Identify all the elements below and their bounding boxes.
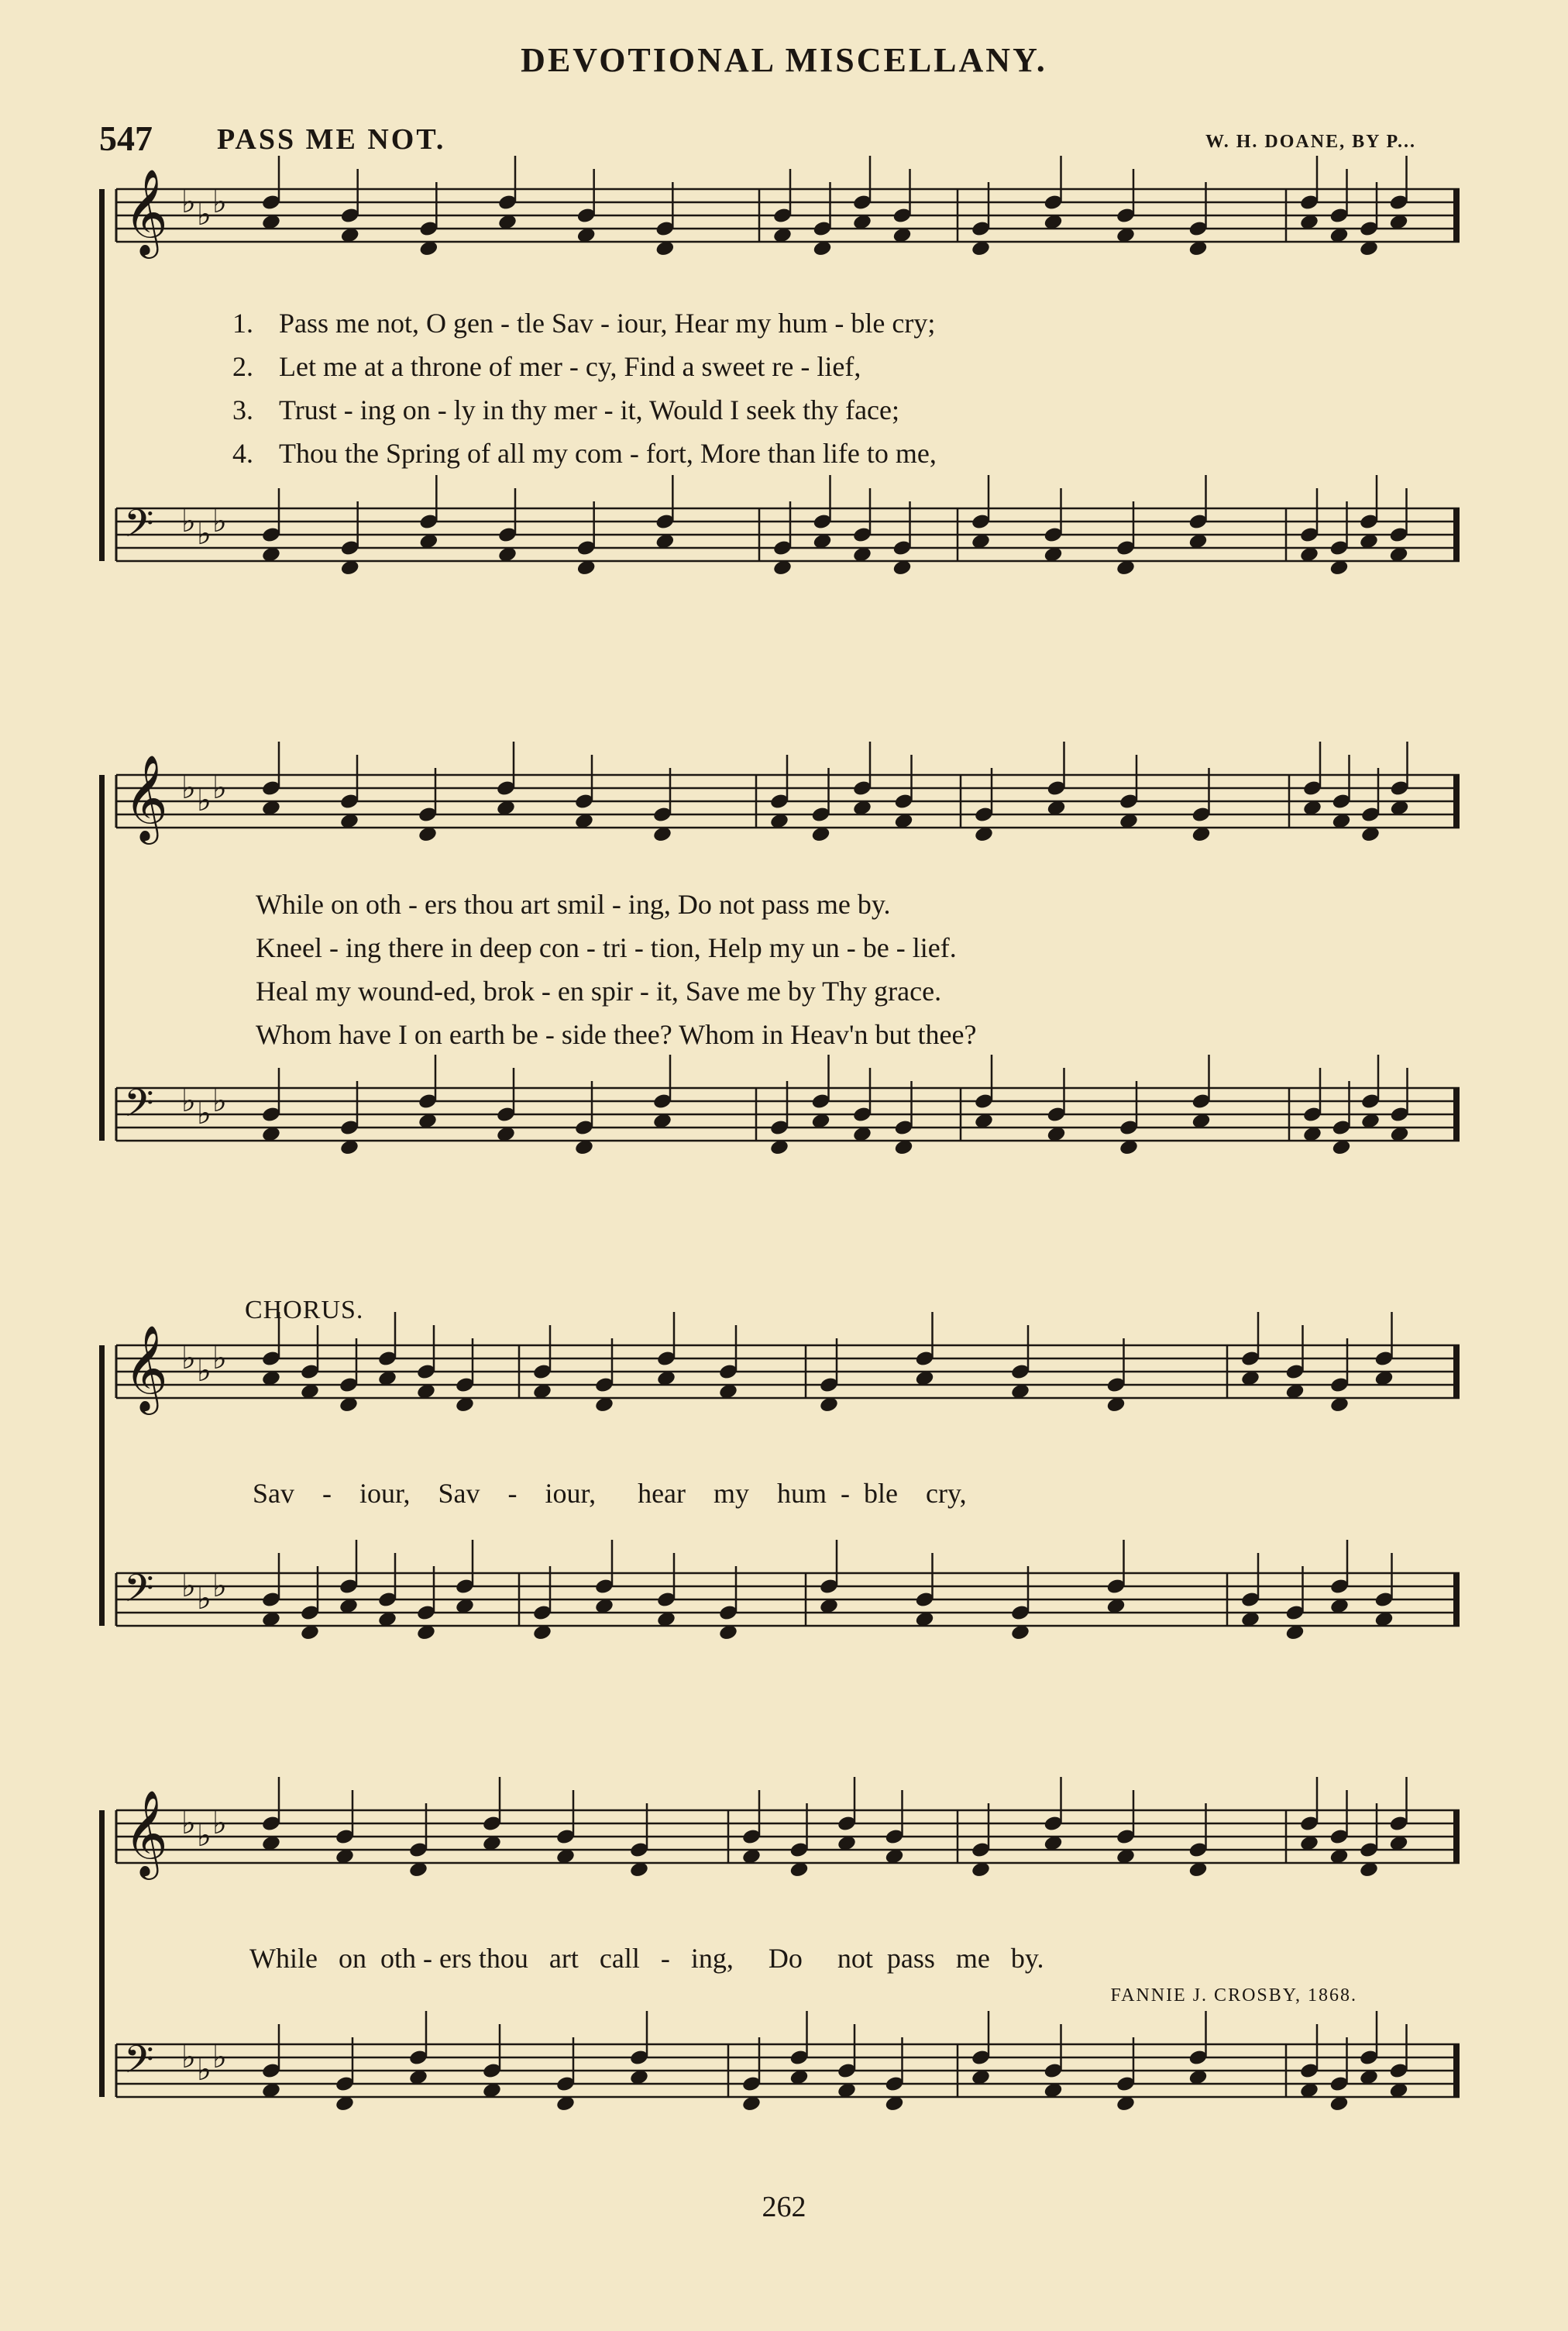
verse-number-4: 4. [232,438,253,469]
chorus-line-1: Sav - iour, Sav - iour, hear my hum - ble cry, [253,1478,967,1509]
system-2-brace [99,1345,105,1626]
system-2-treble-flat-icon: ♭ [181,1341,196,1376]
system-0-treble-clef-icon: 𝄞 [124,168,168,255]
system-1-treble-clef-icon: 𝄞 [124,754,168,841]
chorus-label: CHORUS. [245,1296,364,1324]
lyricist-credit: FANNIE J. CROSBY, 1868. [1110,1985,1357,2006]
system-3-bass-flat-icon: ♭ [212,2040,227,2075]
system-1-bass-flat-icon: ♭ [197,1096,211,1131]
system-0-treble-flat-icon: ♭ [181,184,196,220]
system-3-bass-end-barline [1453,2044,1460,2097]
system-2-bass-flat-icon: ♭ [212,1568,227,1604]
chorus-line-2: While on oth - ers thou art call - ing, Do not pass me by. [249,1943,1044,1974]
system-1-treble-flat-icon: ♭ [197,783,211,818]
system-2-treble-flat-icon: ♭ [212,1341,227,1376]
verse-1-line-a: Pass me not, O gen - tle Sav - iour, Hear my hum - ble cry; [279,308,936,339]
system-3-brace [99,1810,105,2097]
verse-4-line-b: Whom have I on earth be - side thee? Whom in Heav'n but thee? [256,1019,977,1050]
verse-number-3: 3. [232,394,253,425]
system-3-bass-flat-icon: ♭ [197,2052,211,2088]
system-3-bass-clef-icon: 𝄢 [124,2037,154,2092]
hymn-number: 547 [99,119,153,158]
system-0-treble-flat-icon: ♭ [212,184,227,220]
verse-2-line-b: Kneel - ing there in deep con - tri - tion, Help my un - be - lief. [256,932,957,963]
verse-number-1: 1. [232,308,253,339]
system-3-bass-flat-icon: ♭ [181,2040,196,2075]
verse-4-line-a: Thou the Spring of all my com - fort, More than life to me, [279,438,937,469]
system-0-bass-clef-icon: 𝄢 [124,501,154,556]
verse-3-line-a: Trust - ing on - ly in thy mer - it, Would I seek thy face; [279,394,899,425]
system-0-treble-flat-icon: ♭ [197,197,211,232]
system-1-treble-flat-icon: ♭ [212,770,227,806]
system-3-treble-clef-icon: 𝄞 [124,1789,168,1876]
system-1-bass-flat-icon: ♭ [212,1083,227,1119]
composer-credit: W. H. DOANE, BY P... [1205,132,1416,152]
system-2-bass-flat-icon: ♭ [197,1581,211,1617]
system-2-bass-end-barline [1453,1573,1460,1626]
verse-3-line-b: Heal my wound-ed, brok - en spir - it, Save me by Thy grace. [256,976,942,1007]
system-3-treble-end-barline [1453,1810,1460,1863]
system-2-treble-clef-icon: 𝄞 [124,1324,168,1411]
system-2-treble-end-barline [1453,1345,1460,1398]
system-0-brace [99,189,105,561]
system-0-treble-end-barline [1453,189,1460,242]
system-0-bass-flat-icon: ♭ [197,516,211,552]
system-1-bass-clef-icon: 𝄢 [124,1081,154,1135]
system-3-treble-flat-icon: ♭ [197,1818,211,1854]
verse-1-line-b: While on oth - ers thou art smil - ing, Do not pass me by. [256,889,891,920]
system-1-brace [99,775,105,1141]
system-0-bass-flat-icon: ♭ [181,504,196,539]
system-0-bass-end-barline [1453,508,1460,561]
system-1-treble-end-barline [1453,775,1460,828]
verse-2-line-a: Let me at a throne of mer - cy, Find a sweet re - lief, [279,351,861,382]
hymn-title: PASS ME NOT. [217,123,446,156]
system-3-treble-flat-icon: ♭ [181,1806,196,1841]
system-1-bass-flat-icon: ♭ [181,1083,196,1119]
verse-number-2: 2. [232,351,253,382]
system-3-treble-flat-icon: ♭ [212,1806,227,1841]
system-2-treble-flat-icon: ♭ [197,1353,211,1389]
running-head: DEVOTIONAL MISCELLANY. [521,41,1047,79]
system-0-bass-flat-icon: ♭ [212,504,227,539]
system-1-bass-end-barline [1453,1088,1460,1141]
system-2-bass-clef-icon: 𝄢 [124,1566,154,1620]
page-number: 262 [762,2191,806,2223]
system-2-bass-flat-icon: ♭ [181,1568,196,1604]
system-1-treble-flat-icon: ♭ [181,770,196,806]
